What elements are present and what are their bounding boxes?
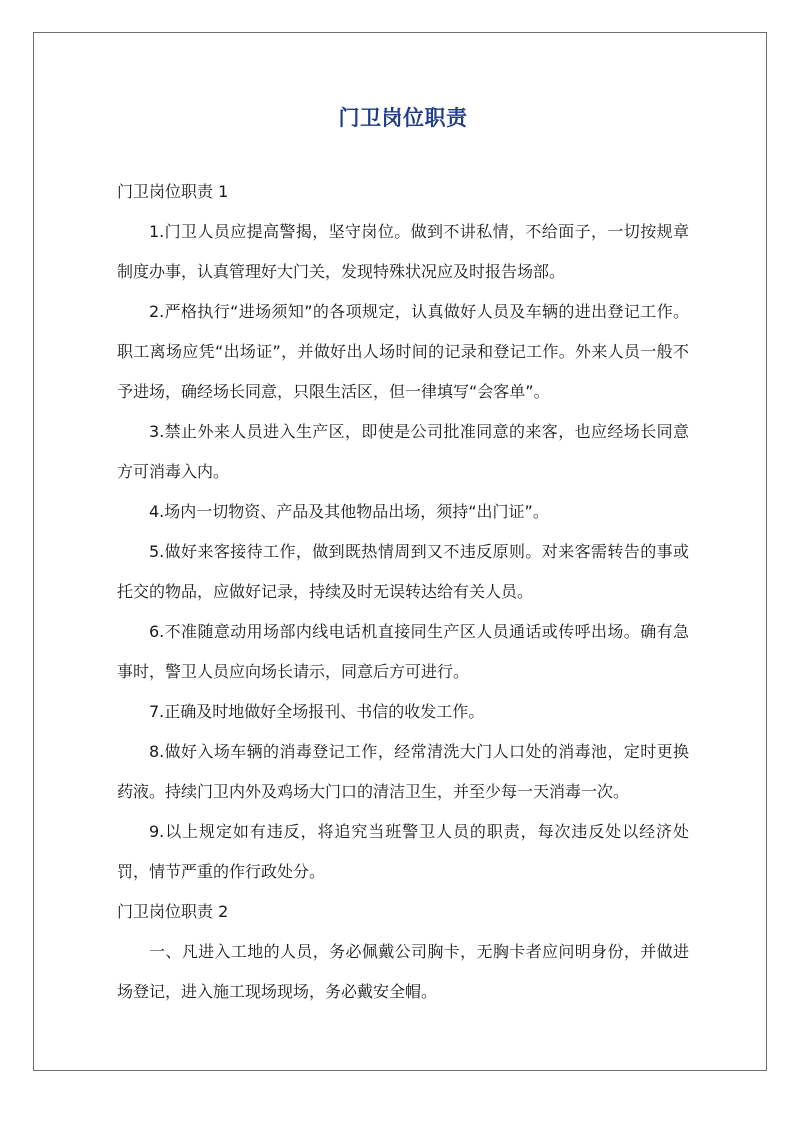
section-heading-1: 门卫岗位职责 1 — [117, 182, 229, 201]
paragraph-1-1: 1.门卫人员应提高警揭，坚守岗位。做到不讲私情，不给面子，一切按规章制度办事，认真管理好大门关，发现特殊状况应及时报告场部。 — [117, 222, 689, 281]
paragraph-1-6: 6.不准随意动用场部内线电话机直接同生产区人员通话或传呼出场。确有急事时，警卫人员应向场长请示，同意后方可进行。 — [117, 622, 689, 681]
paragraph-1-3: 3.禁止外来人员进入生产区，即使是公司批准同意的来客，也应经场长同意方可消毒入内。 — [117, 422, 689, 481]
document-title: 门卫岗位职责 — [338, 106, 468, 130]
paragraph-2-1: 一、凡进入工地的人员，务必佩戴公司胸卡，无胸卡者应问明身份，并做进场登记，进入施工现场现场，务必戴安全帽。 — [117, 942, 689, 1001]
paragraph-1-4: 4.场内一切物资、产品及其他物品出场，须持“出门证”。 — [149, 502, 549, 521]
paragraph-1-2: 2.严格执行“进场须知”的各项规定，认真做好人员及车辆的进出登记工作。职工离场应凭“出场证”，并做好出人场时间的记录和登记工作。外来人员一般不予进场，确经场长同意，只限生活区，但一律填写“会客单”。 — [117, 302, 689, 401]
document-body — [117, 102, 689, 1012]
paragraph-1-8: 8.做好入场车辆的消毒登记工作，经常清洗大门人口处的消毒池，定时更换药液。持续门卫内外及鸡场大门口的清洁卫生，并至少每一天消毒一次。 — [117, 742, 689, 801]
section-heading-2: 门卫岗位职责 2 — [117, 902, 229, 921]
paragraph-1-5: 5.做好来客接待工作，做到既热情周到又不违反原则。对来客需转告的事或托交的物品，应做好记录，持续及时无误转达给有关人员。 — [117, 542, 689, 601]
paragraph-1-7: 7.正确及时地做好全场报刊、书信的收发工作。 — [149, 702, 485, 721]
paragraph-1-9: 9.以上规定如有违反，将追究当班警卫人员的职责，每次违反处以经济处罚，情节严重的作行政处分。 — [117, 822, 689, 881]
